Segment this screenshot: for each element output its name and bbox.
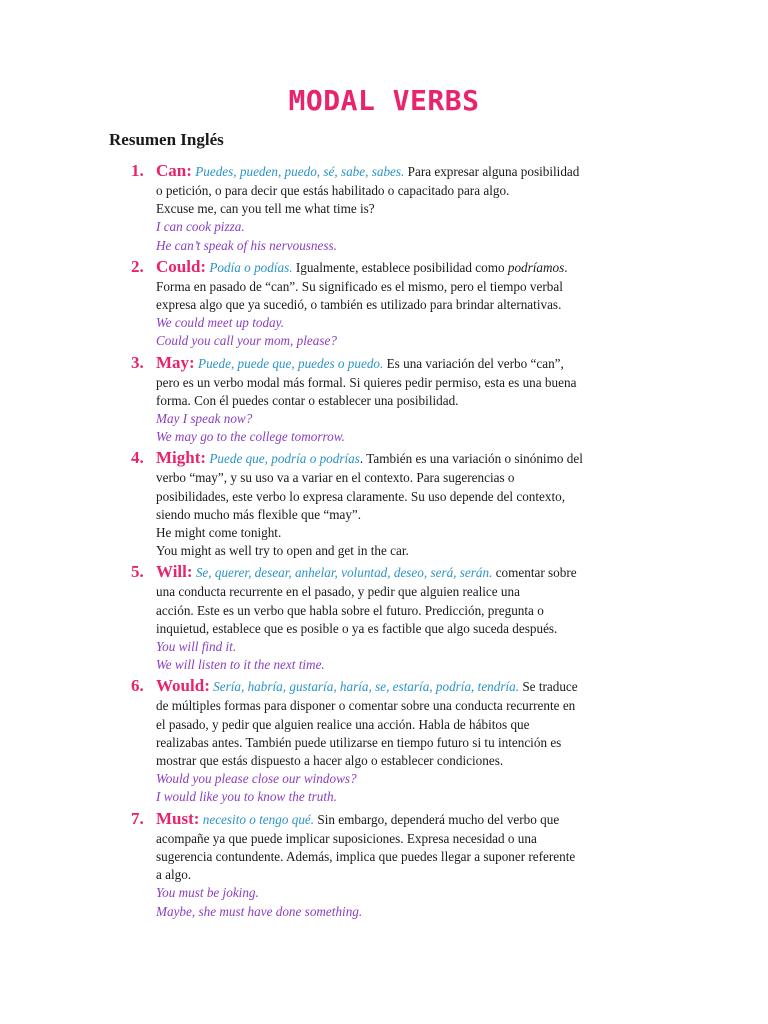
verb-translation: Puedes, pueden, puedo, sé, sabe, sabes.: [195, 164, 405, 179]
description-line: siendo mucho más flexible que “may”.: [156, 506, 362, 522]
verb-translation: Puede que, podría o podrías: [209, 451, 360, 467]
verb-translation: Puede, puede que, puedes o puedo.: [198, 355, 384, 371]
verb-translation: Se, querer, desear, anhelar, voluntad, deseo, será, serán.: [195, 565, 493, 581]
description-line: You might as well try to open and get in the car.: [156, 543, 409, 559]
description-line: Excuse me, can you tell me what time is?: [156, 201, 375, 217]
description-line: inquietud, establece que es posible o ya es factible que algo suceda después.: [156, 620, 558, 636]
description-line: de múltiples formas para disponer o comentar sobre una conducta recurrente en: [156, 698, 576, 714]
description-italic-word: podríamos: [507, 259, 565, 275]
description-line: forma. Con él puedes contar o establecer una posibilidad.: [156, 392, 459, 408]
item-heading-line: [156, 353, 661, 374]
description-line: posibilidades, este verbo lo expresa claramente. Su uso depende del contexto,: [156, 488, 566, 504]
example-sentence: He can’t speak of his nervousness.: [156, 237, 337, 253]
item-number: 4.: [131, 448, 144, 468]
verb-label: Would:: [156, 676, 210, 696]
verb-label: Might:: [156, 448, 207, 468]
verb-label: Will:: [156, 562, 193, 582]
description-line: realizabas antes. También puede utilizarse en tiempo futuro si tu intención es: [156, 734, 562, 750]
example-sentence: You will find it.: [156, 639, 237, 655]
item-number: 6.: [131, 676, 144, 696]
description-line: acción. Este es un verbo que habla sobre el futuro. Predicción, pregunta o: [156, 602, 544, 618]
description-text: Para expresar alguna posibilidad: [407, 164, 580, 179]
item-heading-line: [156, 161, 661, 182]
verb-label: Must:: [156, 808, 200, 828]
item-heading-line: [156, 676, 661, 697]
description-text: Sin embargo, dependerá mucho del verbo que: [317, 811, 560, 827]
example-sentence: May I speak now?: [156, 411, 253, 427]
list-item-might: [131, 448, 661, 560]
example-sentence: Maybe, she must have done something.: [156, 903, 363, 919]
description-line: He might come tonight.: [156, 525, 282, 541]
verb-translation: necesito o tengo qué.: [202, 811, 315, 827]
page-subtitle: Resumen Inglés: [109, 130, 224, 149]
description-text: . También es una variación o sinónimo del: [359, 451, 583, 467]
example-sentence: I would like you to know the truth.: [156, 789, 337, 805]
description-text: comentar sobre: [495, 565, 577, 581]
description-line: sugerencia contundente. Además, implica que puedes llegar a suponer referente: [156, 848, 576, 864]
item-heading-line: [156, 562, 661, 583]
description-line: o petición, o para decir que estás habilitado o capacitado para algo.: [156, 183, 510, 198]
example-sentence: Would you please close our windows?: [156, 771, 357, 787]
verb-label: Could:: [156, 256, 207, 276]
example-sentence: We may go to the college tomorrow.: [156, 429, 345, 445]
item-number: 5.: [131, 562, 144, 582]
description-line: acompañe ya que puede implicar suposiciones. Expresa necesidad o una: [156, 830, 537, 846]
page-title: MODAL VERBS: [288, 84, 480, 117]
description-punctuation: .: [564, 259, 568, 275]
list-item-can: [131, 161, 661, 255]
description-line: una conducta recurrente en el pasado, y pedir que alguien realice una: [156, 584, 520, 600]
description-line: expresa algo que ya sucedió, o también es utilizado para brindar alternativas.: [156, 297, 562, 313]
list-item-will: [131, 562, 661, 674]
verb-translation: Sería, habría, gustaría, haría, se, estaría, podría, tendría.: [213, 679, 520, 695]
modal-verbs-list: [131, 161, 661, 923]
verb-label: May:: [156, 352, 195, 372]
item-heading-line: [156, 257, 661, 278]
description-text: Igualmente, establece posibilidad como: [295, 259, 505, 275]
example-sentence: You must be joking.: [156, 885, 259, 901]
description-line: verbo “may”, y su uso va a variar en el contexto. Para sugerencias o: [156, 470, 515, 486]
list-item-could: [131, 257, 661, 351]
description-line: Forma en pasado de “can”. Su significado es el mismo, pero el tiempo verbal: [156, 278, 563, 294]
description-line: mostrar que estás dispuesto a hacer algo o establecer condiciones.: [156, 753, 504, 769]
example-sentence: We could meet up today.: [156, 315, 285, 331]
description-line: el pasado, y pedir que alguien realice una acción. Habla de hábitos que: [156, 716, 530, 732]
verb-translation: Podía o podías.: [209, 259, 293, 275]
item-number: 3.: [131, 352, 144, 372]
list-item-must: [131, 809, 661, 921]
item-number: 7.: [131, 808, 144, 828]
item-heading-line: [156, 448, 661, 469]
verb-label: Can:: [156, 161, 192, 180]
item-heading-line: [156, 809, 661, 830]
example-sentence: We will listen to it the next time.: [156, 657, 325, 673]
description-text: Es una variación del verbo “can”,: [386, 355, 564, 371]
description-text: Se traduce: [522, 679, 578, 695]
item-number: 2.: [131, 256, 144, 276]
list-item-may: [131, 353, 661, 447]
description-line: a algo.: [156, 867, 192, 883]
list-item-would: [131, 676, 661, 806]
example-sentence: Could you call your mom, please?: [156, 333, 337, 349]
item-number: 1.: [131, 161, 144, 180]
description-line: pero es un verbo modal más formal. Si quieres pedir permiso, esta es una buena: [156, 374, 577, 390]
example-sentence: I can cook pizza.: [156, 219, 245, 235]
